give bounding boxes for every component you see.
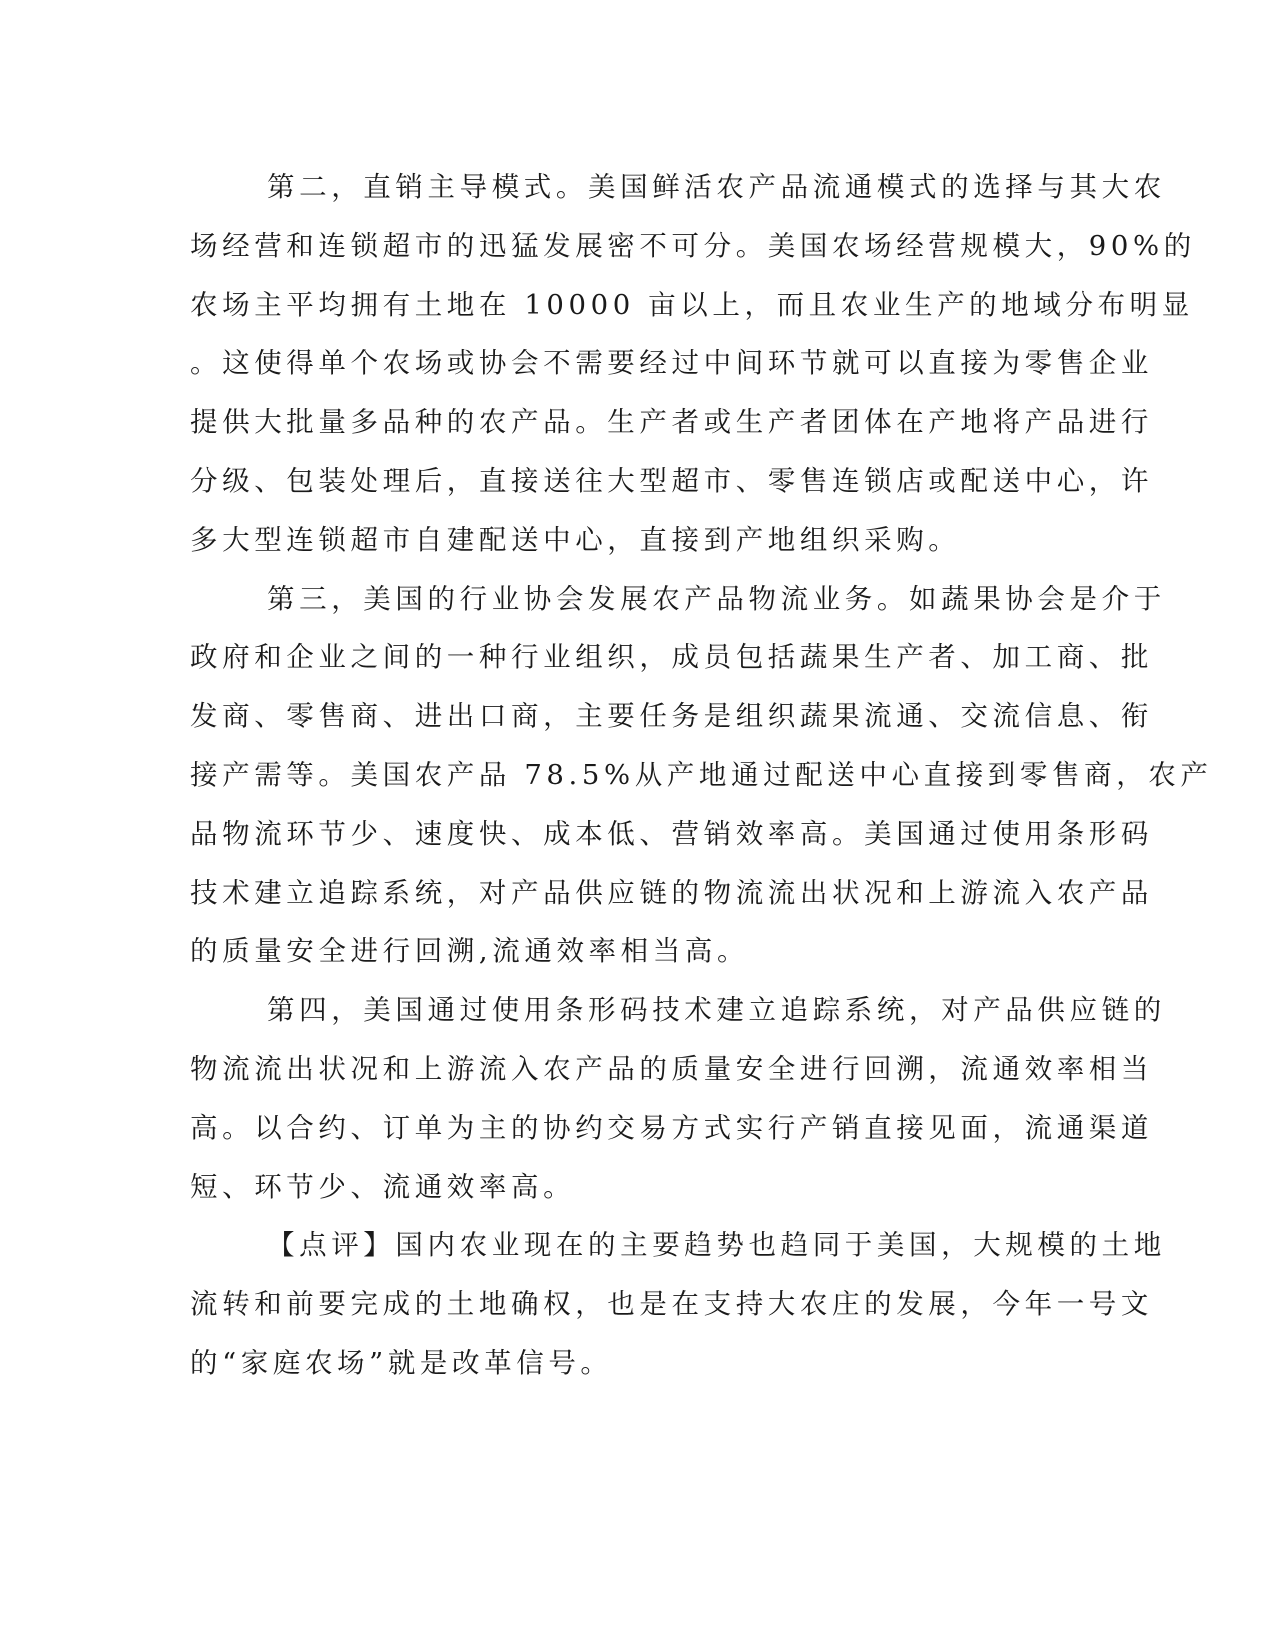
text-line: 的“家庭农场”就是改革信号。: [190, 1346, 613, 1379]
text-line: 提供大批量多品种的农产品。生产者或生产者团体在产地将产品进行: [190, 406, 1153, 439]
text-line: 场经营和连锁超市的迅猛发展密不可分。美国农场经营规模大，90%的: [190, 229, 1196, 262]
text-line: 政府和企业之间的一种行业组织，成员包括蔬果生产者、加工商、批: [190, 641, 1153, 674]
text-line: 接产需等。美国农产品 78.5%从产地通过配送中心直接到零售商，农产: [190, 758, 1213, 791]
paragraph-fourth-barcode-tracking: [190, 981, 1166, 1216]
text-line: 技术建立追踪系统，对产品供应链的物流流出状况和上游流入农产品: [190, 876, 1153, 909]
text-line: 分级、包装处理后，直接送往大型超市、零售连锁店或配送中心，许: [190, 464, 1153, 497]
text-line: 的质量安全进行回溯,流通效率相当高。: [190, 935, 750, 968]
text-line: 第四，美国通过使用条形码技术建立追踪系统，对产品供应链的: [267, 994, 1166, 1027]
paragraph-second-direct-sales: [190, 158, 1196, 570]
text-line: 品物流环节少、速度快、成本低、营销效率高。美国通过使用条形码: [190, 817, 1153, 850]
text-line: 农场主平均拥有土地在 10000 亩以上，而且农业生产的地域分布明显: [190, 288, 1194, 321]
text-line: 第三，美国的行业协会发展农产品物流业务。如蔬果协会是介于: [267, 582, 1166, 615]
text-line: 多大型连锁超市自建配送中心，直接到产地组织采购。: [190, 523, 961, 556]
text-line: 。这使得单个农场或协会不需要经过中间环节就可以直接为零售企业: [190, 347, 1153, 380]
paragraph-third-industry-associations: [190, 570, 1213, 982]
text-line: 物流流出状况和上游流入农产品的质量安全进行回溯，流通效率相当: [190, 1052, 1153, 1085]
text-line: 【点评】国内农业现在的主要趋势也趋同于美国，大规模的土地: [267, 1229, 1166, 1262]
text-line: 第二，直销主导模式。美国鲜活农产品流通模式的选择与其大农: [267, 171, 1166, 203]
paragraph-commentary: [190, 1216, 1166, 1392]
text-line: 流转和前要完成的土地确权，也是在支持大农庄的发展，今年一号文: [190, 1288, 1153, 1321]
text-line: 短、环节少、流通效率高。: [190, 1170, 576, 1203]
text-line: 高。以合约、订单为主的协约交易方式实行产销直接见面，流通渠道: [190, 1111, 1153, 1144]
text-line: 发商、零售商、进出口商，主要任务是组织蔬果流通、交流信息、衔: [190, 700, 1153, 733]
body-text: [190, 158, 1213, 1393]
